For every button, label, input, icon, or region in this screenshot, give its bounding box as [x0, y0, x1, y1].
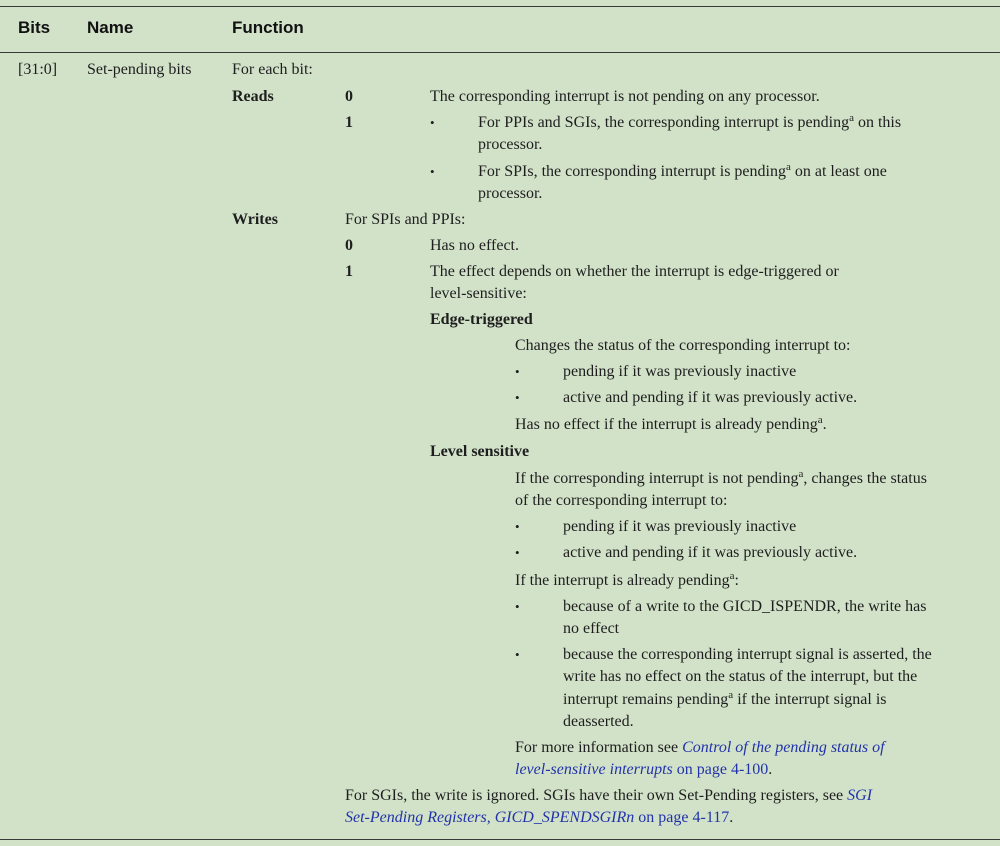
function-intro: For each bit:: [232, 61, 313, 78]
footnote-mark: a: [729, 570, 735, 582]
sgi-note-line-1: For SGIs, the write is ignored. SGIs have their own Set-Pending registers, see SGI: [345, 787, 873, 804]
more-info-line-1: For more information see Control of the pending status of: [515, 739, 885, 756]
bullet: •: [515, 390, 520, 405]
level-case-1-line-1: because of a write to the GICD_ISPENDR, the write has: [563, 598, 927, 615]
level-bullet-1: pending if it was previously inactive: [563, 518, 797, 535]
level-already-pending: If the interrupt is already pending$^a$:: [515, 570, 739, 589]
sgi-link-cont[interactable]: Set-Pending Registers, GICD_SPENDSGIRn: [345, 809, 635, 826]
edge-bullet-2: active and pending if it was previously active.: [563, 389, 858, 406]
reads-value-0: 0: [345, 88, 353, 105]
writes-0-text: Has no effect.: [430, 237, 519, 254]
writes-value-1: 1: [345, 263, 353, 280]
more-info-line-2: level-sensitive interrupts on page 4-100.: [515, 761, 773, 778]
writes-intro: For SPIs and PPIs:: [345, 211, 466, 228]
level-intro-line-2: of the corresponding interrupt to:: [515, 492, 728, 509]
top-rule: [0, 6, 1000, 7]
reads-label: Reads: [232, 88, 274, 105]
level-case-2-line-3: interrupt remains pending$^a$ if the interrupt signal is: [563, 689, 887, 708]
level-sensitive-heading: Level sensitive: [430, 443, 530, 460]
edge-intro: Changes the status of the corresponding interrupt to:: [515, 337, 851, 354]
reads-1-bullet-2-line-1: For SPIs, the corresponding interrupt is pending$^a$ on at least one: [478, 161, 887, 180]
bottom-rule: [0, 839, 1000, 840]
writes-label: Writes: [232, 211, 278, 228]
level-intro-line-1: If the corresponding interrupt is not pending$^a$, changes the status: [515, 468, 927, 487]
level-case-2-line-4: deasserted.: [563, 713, 634, 730]
bullet: •: [515, 364, 520, 379]
sgi-link[interactable]: SGI: [847, 787, 873, 804]
pending-status-link-cont[interactable]: level-sensitive interrupts: [515, 761, 673, 778]
level-case-2-line-1: because the corresponding interrupt signal is asserted, the: [563, 646, 932, 663]
bullet: •: [515, 545, 520, 560]
pending-status-link[interactable]: Control of the pending status of: [682, 739, 885, 756]
reads-1-bullet-1-line-2: processor.: [478, 136, 543, 153]
level-case-1-line-2: no effect: [563, 620, 620, 637]
page-ref-link[interactable]: on page 4-100: [672, 761, 769, 778]
header-name: Name: [87, 18, 134, 37]
header-function: Function: [232, 18, 304, 37]
reads-0-text: The corresponding interrupt is not pending on any processor.: [430, 88, 820, 105]
sgi-note-line-2: Set-Pending Registers, GICD_SPENDSGIRn on page 4-117.: [345, 809, 734, 826]
footnote-mark: a: [849, 112, 854, 124]
footnote-mark: a: [817, 414, 823, 426]
bullet: •: [515, 599, 520, 614]
footnote-mark: a: [785, 161, 791, 173]
footnote-mark: a: [728, 689, 734, 701]
bullet: •: [515, 647, 520, 662]
edge-note: Has no effect if the interrupt is already pending$^a$.: [515, 414, 827, 433]
writes-1-line-2: level-sensitive:: [430, 285, 527, 302]
level-case-2-line-2: write has no effect on the status of the interrupt, but the: [563, 668, 918, 685]
bullet: •: [430, 164, 435, 179]
reads-1-bullet-1-line-1: For PPIs and SGIs, the corresponding interrupt is pending$^a$ on this: [478, 112, 902, 131]
header-bits: Bits: [18, 18, 51, 37]
sgi-page-ref-link[interactable]: on page 4-117: [634, 809, 730, 826]
level-bullet-2: active and pending if it was previously active.: [563, 544, 858, 561]
writes-value-0: 0: [345, 237, 353, 254]
field-name: Set-pending bits: [87, 61, 192, 78]
edge-triggered-heading: Edge-triggered: [430, 311, 533, 328]
reads-value-1: 1: [345, 114, 353, 131]
header-rule: [0, 52, 1000, 53]
bullet: •: [515, 519, 520, 534]
reads-1-bullet-2-line-2: processor.: [478, 185, 543, 202]
writes-1-line-1: The effect depends on whether the interrupt is edge-triggered or: [430, 263, 839, 280]
footnote-mark: a: [798, 468, 804, 480]
edge-bullet-1: pending if it was previously inactive: [563, 363, 797, 380]
bits-value: [31:0]: [18, 61, 58, 78]
bullet: •: [430, 115, 435, 130]
